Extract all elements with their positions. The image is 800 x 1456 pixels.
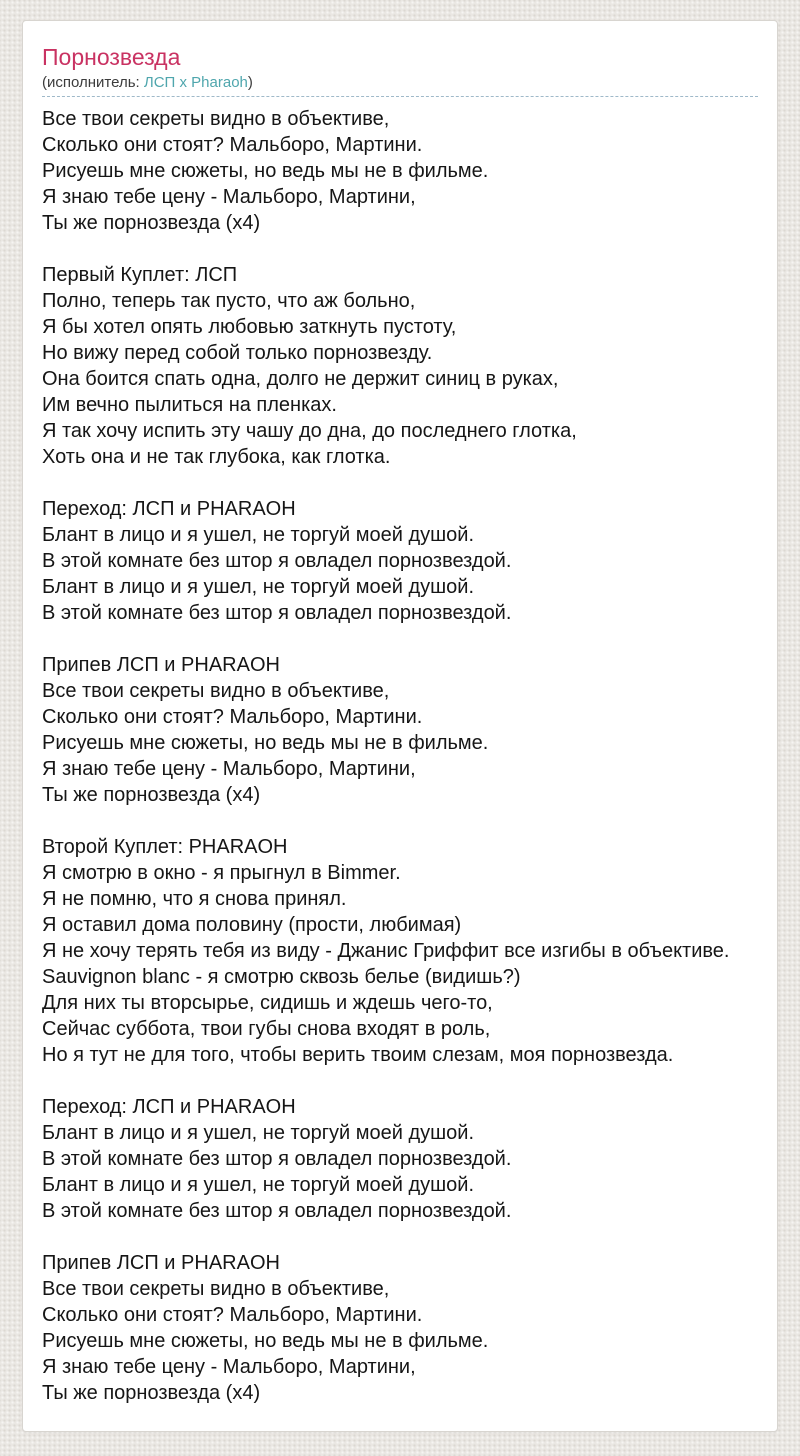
lyrics-line: В этой комнате без штор я овладел порнозвездой. xyxy=(42,550,512,572)
lyrics-line: Но вижу перед собой только порнозвезду. xyxy=(42,342,433,364)
artist-label-prefix: (исполнитель: xyxy=(42,74,144,91)
lyrics-line: Рисуешь мне сюжеты, но ведь мы не в фильме. xyxy=(42,732,489,754)
lyrics-line: Блант в лицо и я ушел, не торгуй моей душой. xyxy=(42,1122,475,1144)
lyrics-line: Сколько они стоят? Мальборо, Мартини. xyxy=(42,1304,423,1326)
lyrics-line: Я смотрю в окно - я прыгнул в Bimmer. xyxy=(42,862,401,884)
lyrics-line: Но я тут не для того, чтобы верить твоим слезам, моя порнозвезда. xyxy=(42,1044,674,1066)
artist-line xyxy=(42,74,758,97)
lyrics-stanza xyxy=(42,106,758,236)
lyrics-line: Sauvignon blanc - я смотрю сквозь белье (видишь?) xyxy=(42,966,521,988)
lyrics-line: Второй Куплет: PHARAOH xyxy=(42,836,288,858)
artist-label-suffix: ) xyxy=(247,74,253,91)
lyrics-stanza xyxy=(42,652,758,808)
lyrics-stanza xyxy=(42,496,758,626)
lyrics-stanza xyxy=(42,834,758,1068)
lyrics-line: Рисуешь мне сюжеты, но ведь мы не в фильме. xyxy=(42,1330,489,1352)
lyrics-line: Переход: ЛСП и PHARAOH xyxy=(42,1096,296,1118)
lyrics-line: В этой комнате без штор я овладел порнозвездой. xyxy=(42,602,512,624)
lyrics-line: Блант в лицо и я ушел, не торгуй моей душой. xyxy=(42,1174,475,1196)
lyrics-line: Я знаю тебе цену - Мальборо, Мартини, xyxy=(42,758,416,780)
lyrics-line: Сколько они стоят? Мальборо, Мартини. xyxy=(42,706,423,728)
lyrics-line: Полно, теперь так пусто, что аж больно, xyxy=(42,290,416,312)
lyrics-line: Первый Куплет: ЛСП xyxy=(42,264,238,286)
lyrics-line: Хоть она и не так глубока, как глотка. xyxy=(42,446,391,468)
lyrics-line: В этой комнате без штор я овладел порнозвездой. xyxy=(42,1148,512,1170)
lyrics-text xyxy=(42,106,758,1406)
lyrics-line: Все твои секреты видно в объективе, xyxy=(42,1278,390,1300)
lyrics-line: Я так хочу испить эту чашу до дна, до последнего глотка, xyxy=(42,420,577,442)
lyrics-card xyxy=(22,20,778,1432)
lyrics-line: Ты же порнозвезда (х4) xyxy=(42,212,261,234)
lyrics-line: Рисуешь мне сюжеты, но ведь мы не в фильме. xyxy=(42,160,489,182)
lyrics-line: Блант в лицо и я ушел, не торгуй моей душой. xyxy=(42,576,475,598)
lyrics-line: Я знаю тебе цену - Мальборо, Мартини, xyxy=(42,186,416,208)
lyrics-line: Припев ЛСП и PHARAOH xyxy=(42,654,280,676)
lyrics-line: Я не помню, что я снова принял. xyxy=(42,888,347,910)
lyrics-line: Я оставил дома половину (прости, любимая) xyxy=(42,914,462,936)
lyrics-line: Ты же порнозвезда (х4) xyxy=(42,784,261,806)
lyrics-stanza xyxy=(42,262,758,470)
lyrics-line: Блант в лицо и я ушел, не торгуй моей душой. xyxy=(42,524,475,546)
lyrics-line: Я не хочу терять тебя из виду - Джанис Гриффит все изгибы в объективе. xyxy=(42,940,730,962)
lyrics-line: Она боится спать одна, долго не держит синиц в руках, xyxy=(42,368,559,390)
lyrics-stanza xyxy=(42,1094,758,1224)
lyrics-line: Припев ЛСП и PHARAOH xyxy=(42,1252,280,1274)
lyrics-line: Для них ты вторсырье, сидишь и ждешь чего-то, xyxy=(42,992,493,1014)
lyrics-line: Ты же порнозвезда (х4) xyxy=(42,1382,261,1404)
lyrics-line: Все твои секреты видно в объективе, xyxy=(42,680,390,702)
lyrics-stanza xyxy=(42,1250,758,1406)
artist-link[interactable]: ЛСП x Pharaoh xyxy=(143,74,248,91)
lyrics-line: В этой комнате без штор я овладел порнозвездой. xyxy=(42,1200,512,1222)
page-title: Порнозвезда xyxy=(42,44,181,70)
lyrics-line: Переход: ЛСП и PHARAOH xyxy=(42,498,296,520)
lyrics-line: Сейчас суббота, твои губы снова входят в роль, xyxy=(42,1018,491,1040)
lyrics-line: Сколько они стоят? Мальборо, Мартини. xyxy=(42,134,423,156)
lyrics-line: Я знаю тебе цену - Мальборо, Мартини, xyxy=(42,1356,416,1378)
lyrics-line: Им вечно пылиться на пленках. xyxy=(42,394,337,416)
lyrics-line: Я бы хотел опять любовью заткнуть пустоту, xyxy=(42,316,457,338)
lyrics-line: Все твои секреты видно в объективе, xyxy=(42,108,390,130)
